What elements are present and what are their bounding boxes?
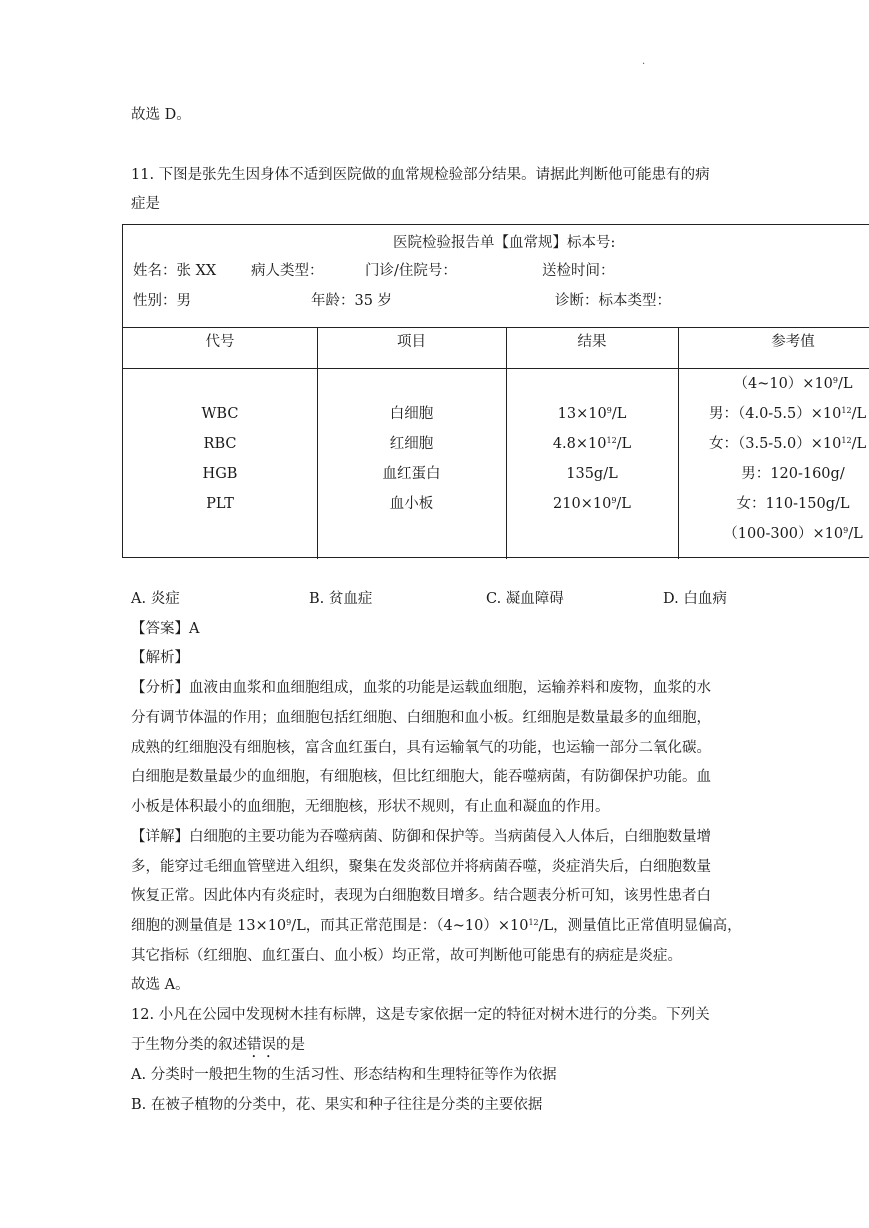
lab-report-table	[122, 224, 869, 558]
report-age: 年龄：35 岁	[311, 293, 393, 309]
analysis-heading: 【解析】	[131, 650, 189, 666]
header-result: 结果	[577, 334, 607, 350]
option-a: A. 炎症	[131, 591, 180, 607]
report-clinic-number: 门诊/住院号：	[365, 263, 457, 279]
option-c: C. 凝血障碍	[486, 591, 564, 607]
report-patient-type: 病人类型：	[251, 263, 324, 279]
page-mark: .	[642, 56, 646, 67]
analysis-line: 分有调节体温的作用；血细胞包括红细胞、白细胞和血小板。红细胞是数量最多的血细胞，	[131, 710, 711, 726]
header-reference: 参考值	[771, 334, 815, 350]
result-cell: $210\times 10^9/L$	[553, 496, 631, 512]
detail-line: 其它指标（红细胞、血红蛋白、血小板）均正常，故可判断他可能患有的病症是炎症。	[131, 948, 682, 964]
emphasis-word: 错误	[247, 1037, 276, 1053]
report-gender: 性别：男	[133, 293, 191, 309]
q12-stem-line-2: 于生物分类的叙述错误的是	[131, 1037, 305, 1053]
reference-cell: 男：120-160g/	[741, 466, 845, 482]
result-cell: $13\times 10^9/L$	[557, 406, 627, 422]
report-name: 姓名：张 XX	[133, 263, 217, 279]
option-d: D. 白血病	[663, 591, 727, 607]
q12-stem-line-1: 12. 小凡在公园中发现树木挂有标牌，这是专家依据一定的特征对树木进行的分类。下列关	[131, 1007, 710, 1023]
result-cell: 135g/L	[566, 466, 618, 482]
code-cell: HGB	[202, 466, 238, 482]
header-rule	[123, 368, 869, 369]
code-cell: RBC	[203, 436, 237, 452]
report-diagnosis: 诊断：标本类型：	[555, 293, 671, 309]
reference-cell: 女：$(3.5-5.0)\times 10^{12}/L$	[709, 436, 867, 452]
header-item: 项目	[397, 334, 426, 350]
analysis-line: 小板是体积最小的血细胞，无细胞核，形状不规则，有止血和凝血的作用。	[131, 799, 610, 815]
reference-cell: $(4\sim 10)\times 10^9/L$	[733, 376, 853, 392]
reference-cell: 男：$(4.0-5.5)\times 10^{12}/L$	[709, 406, 867, 422]
result-cell: $4.8\times 10^{12}/L$	[552, 436, 632, 452]
q12-option-a: A. 分类时一般把生物的生活习性、形态结构和生理特征等作为依据	[131, 1067, 557, 1083]
header-code: 代号	[205, 334, 235, 350]
answer-line: 【答案】A	[131, 621, 200, 637]
detail-line: 恢复正常。因此体内有炎症时，表现为白细胞数目增多。结合题表分析可知，该男性患者白	[131, 888, 711, 904]
q11-stem-line-1: 11. 下图是张先生因身体不适到医院做的血常规检验部分结果。请据此判断他可能患有的病	[131, 167, 710, 183]
analysis-line: 成熟的红细胞没有细胞核，富含血红蛋白，具有运输氧气的功能，也运输一部分二氧化碳。	[131, 740, 711, 756]
reference-cell: 女：110-150g/L	[736, 496, 850, 512]
table-top-rule	[123, 327, 869, 328]
previous-answer-line: 故选 D。	[131, 107, 191, 123]
analysis-line: 白细胞是数量最少的血细胞，有细胞核，但比红细胞大，能吞噬病菌，有防御保护功能。血	[131, 769, 711, 785]
detail-line: 细胞的测量值是 $13\times 10^9/L$，而其正常范围是：$(4\sim 10)\times 10^{12}/L$，测量值比正常值明显偏高，	[131, 918, 742, 934]
analysis-line: 【分析】血液由血浆和血细胞组成，血浆的功能是运载血细胞，运输养料和废物，血浆的水	[131, 680, 711, 696]
detail-line: 【详解】白细胞的主要功能为吞噬病菌、防御和保护等。当病菌侵入人体后，白细胞数量增	[131, 829, 711, 845]
report-title: 医院检验报告单【血常规】标本号:	[393, 235, 616, 251]
q12-option-b: B. 在被子植物的分类中，花、果实和种子往往是分类的主要依据	[131, 1097, 543, 1113]
option-b: B. 贫血症	[309, 591, 373, 607]
reference-cell: $(100-300)\times 10^9/L$	[723, 526, 863, 542]
item-cell: 血小板	[389, 496, 434, 512]
report-send-time: 送检时间：	[542, 263, 615, 279]
code-cell: PLT	[206, 496, 234, 512]
code-cell: WBC	[201, 406, 239, 422]
item-cell: 白细胞	[389, 406, 434, 422]
q11-stem-line-2: 症是	[131, 196, 160, 212]
detail-line: 多，能穿过毛细血管壁进入组织，聚集在发炎部位并将病菌吞噬，炎症消失后，白细胞数量	[131, 859, 711, 875]
detail-conclusion: 故选 A。	[131, 977, 190, 993]
item-cell: 血红蛋白	[382, 466, 441, 482]
item-cell: 红细胞	[389, 436, 434, 452]
